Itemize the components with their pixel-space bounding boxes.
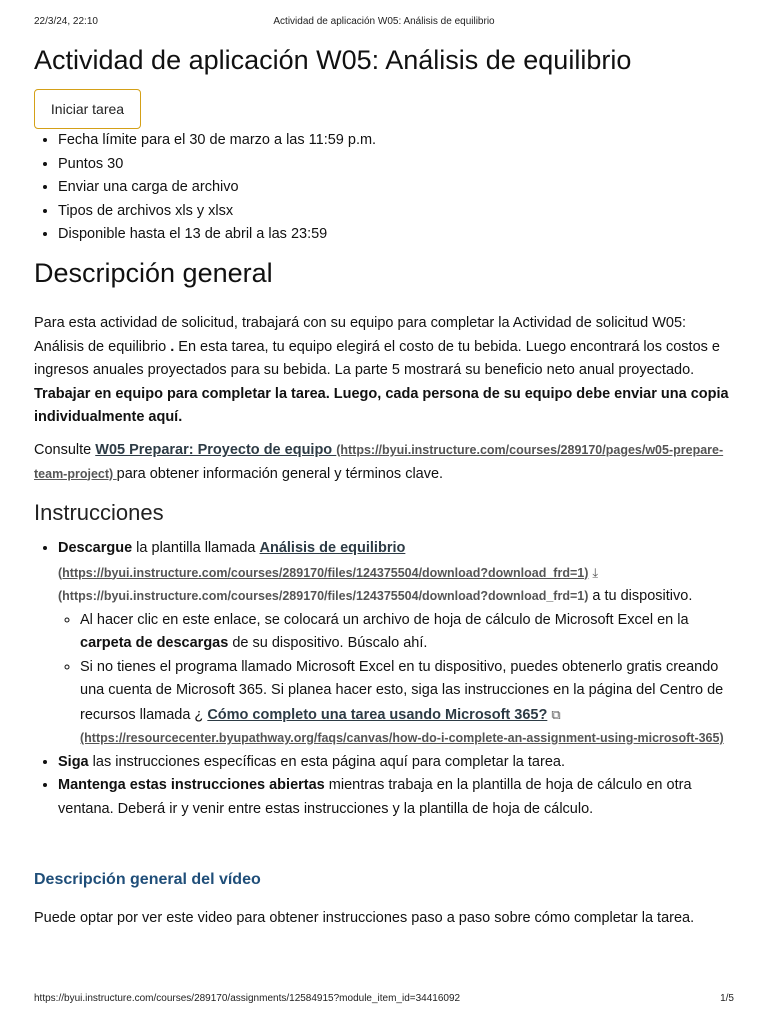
instructions-list: [34, 537, 734, 821]
download-sublist: [58, 609, 734, 751]
detail-due-date: • Fecha límite para el 30 de marzo a las 11:59 p.m.: [58, 129, 376, 153]
keep-open-bold: Mantenga estas instrucciones abiertas: [58, 777, 325, 793]
follow-text: las instrucciones específicas en esta página aquí para completar la tarea.: [88, 753, 565, 770]
start-assignment-button[interactable]: Iniciar tarea: [34, 89, 141, 129]
reference-prefix: Consulte: [34, 442, 96, 458]
page-title: Actividad de aplicación W05: Análisis de equilibrio: [34, 45, 632, 75]
template-link[interactable]: Análisis de equilibrio: [259, 540, 406, 556]
sub-microsoft-365: [80, 656, 734, 751]
overview-bold-dot: .: [166, 338, 175, 355]
sub-365-text: Si no tienes el programa llamado Microsoft Excel en tu dispositivo, puedes obtenerlo gratis creando una cuenta de Microsoft 365. Si planea hacer esto, siga las instrucciones en la página del Centro de recursos llamada ¿: [80, 658, 724, 723]
detail-submission-type: • Enviar una carga de archivo: [58, 176, 376, 200]
reference-paragraph: [34, 439, 734, 486]
video-overview-heading: Descripción general del vídeo: [34, 871, 261, 888]
overview-paragraph: [34, 312, 734, 430]
overview-body: En esta tarea, tu equipo elegirá el costo de tu bebida. Luego encontrará los costos e ingresos anuales proyectados para su bebida. La parte 5 mostrará su beneficio neto anual proyectado.: [34, 338, 720, 378]
overview-team-instruction: Trabajar en equipo para completar la tarea. Luego, cada persona de su equipo debe enviar una copia individualmente aquí.: [34, 385, 729, 425]
detail-available-until: • Disponible hasta el 13 de abril a las 23:59: [58, 223, 376, 247]
sub-excel-file: [80, 609, 734, 656]
download-icon[interactable]: ⤓: [592, 564, 599, 580]
page-number: 1/5: [720, 993, 734, 1004]
download-suffix: a tu dispositivo.: [588, 588, 693, 604]
sub-excel-text: Al hacer clic en este enlace, se colocará un archivo de hoja de cálculo de Microsoft Excel en la: [80, 611, 689, 628]
reference-suffix: para obtener información general y términos clave.: [116, 465, 444, 482]
microsoft-365-url[interactable]: (https://resourcecenter.byupathway.org/faqs/canvas/how-do-i-complete-an-assignment-using-microsoft-365): [80, 731, 724, 745]
instruction-follow: [58, 751, 734, 775]
instruction-download: [58, 537, 734, 751]
print-footer-url: https://byui.instructure.com/courses/289170/assignments/12584915?module_item_id=34416092: [34, 993, 461, 1004]
prepare-team-project-link[interactable]: W05 Preparar: Proyecto de equipo: [95, 442, 337, 458]
instructions-heading: Instrucciones: [34, 500, 164, 525]
external-link-icon[interactable]: ⧉: [551, 706, 561, 722]
sub-excel-suffix: de su dispositivo. Búscalo ahí.: [228, 635, 428, 651]
print-datetime: 22/3/24, 22:10: [34, 16, 98, 27]
downloads-folder-bold: carpeta de descargas: [80, 635, 229, 651]
keep-open-text: mientras trabaja en la plantilla de hoja de cálculo en otra ventana. Deberá ir y venir entre estas instrucciones y la plantilla de hoja de cálculo.: [58, 777, 692, 817]
overview-intro: Para esta actividad de solicitud, trabajará con su equipo para completar la Actividad de solicitud W05: Análisis de equilibrio: [34, 315, 687, 355]
instruction-keep-open: [58, 774, 734, 821]
assignment-details-list: [34, 129, 376, 247]
follow-bold: Siga: [58, 753, 89, 770]
prepare-team-project-url[interactable]: (https://byui.instructure.com/courses/289170/pages/w05-prepare-team-project): [34, 443, 724, 481]
overview-heading: Descripción general: [34, 258, 273, 288]
video-paragraph: Puede optar por ver este video para obtener instrucciones paso a paso sobre cómo completar la tarea.: [34, 910, 695, 926]
print-doc-title: Actividad de aplicación W05: Análisis de equilibrio: [273, 16, 495, 27]
template-url[interactable]: (https://byui.instructure.com/courses/289170/files/124375504/download?download_frd=1): [58, 565, 589, 580]
template-download-url: (https://byui.instructure.com/courses/289170/files/124375504/download?download_frd=1): [58, 589, 589, 603]
download-text: la plantilla llamada: [132, 540, 260, 556]
detail-file-types: • Tipos de archivos xls y xlsx: [58, 200, 376, 224]
microsoft-365-link[interactable]: Cómo completo una tarea usando Microsoft 365?: [207, 706, 548, 723]
detail-points: • Puntos 30: [58, 153, 376, 177]
download-bold: Descargue: [58, 540, 133, 556]
